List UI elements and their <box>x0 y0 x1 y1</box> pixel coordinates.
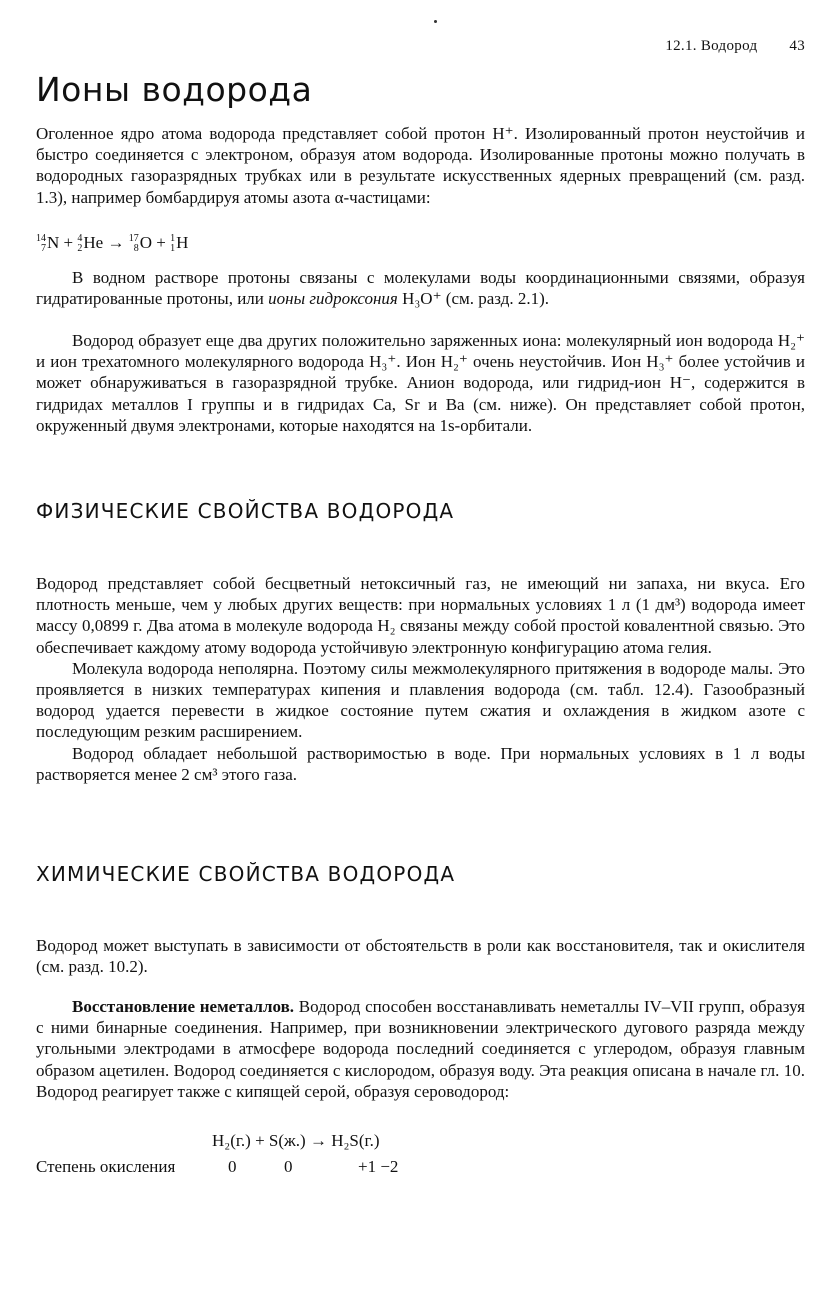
oxidation-h2s: +1 −2 <box>358 1157 399 1176</box>
oxidation-s: 0 <box>284 1157 293 1176</box>
scan-speck <box>434 20 437 23</box>
ions-paragraph: Водород образует еще два других положительно заряженных иона: молекулярный ион водорода H₂⁺ и ион трехатомного молекулярного водорода H₃⁺. Ион H₂⁺ очень неустойчив. Ион H₃⁺ более устойчив и может обнаруживаться в газоразрядной трубке. Анион водорода, или гидрид-ион H⁻, содержится в гидридах металлов I группы и в гидридах Ca, Sr и Ba (см. ниже). Он представляет собой протон, окруженный двумя электронами, которые находятся на 1s-орбитали. <box>36 331 805 435</box>
intro-paragraph <box>36 123 805 208</box>
phys-paragraph-1: Водород представляет собой бесцветный нетоксичный газ, не имеющий ни запаха, ни вкуса. Его плотность меньше, чем у любых других веществ: при нормальных условиях 1 л (1 дм³) водорода имеет массу 0,0899 г. Два атома в молекуле водорода H₂ связаны между собой простой ковалентной связью. Это обеспечивает каждому атому водорода устойчивую электронную конфигурацию атома гелия. <box>36 574 805 657</box>
section-heading-chemical: ХИМИЧЕСКИЕ СВОЙСТВА ВОДОРОДА <box>36 862 456 886</box>
n-nuclide-numbers: 14 7 <box>36 233 46 255</box>
chem-paragraph-1: Водород может выступать в зависимости от обстоятельств в роли как восстановителя, так и окислителя (см. разд. 10.2). <box>36 936 805 977</box>
oxidation-state-label: Степень окисления <box>36 1157 176 1176</box>
physical-properties <box>36 573 805 785</box>
nuclear-equation: 14 7 N + 4 2 He → 17 8 O + 1 1 H <box>36 233 189 255</box>
running-head <box>665 38 805 55</box>
term-hydroxonium: ионы гидроксония <box>268 289 398 309</box>
page-number: 43 <box>789 38 805 54</box>
he-nuclide-numbers: 4 2 <box>77 233 83 255</box>
intro-text: Оголенное ядро атома водорода представляет собой протон H⁺. Изолированный протон неустойчив и быстро соединяется с электроном, образуя атом водорода. Изолированные протоны можно получать в водородных газоразрядных трубках или в результате искусственных ядерных превращений (см. разд. 1.3), например бомбардируя атомы азота α-частицами: <box>36 124 805 207</box>
run-in-heading: Восстановление неметаллов. <box>72 997 295 1016</box>
oxidation-h2: 0 <box>228 1157 237 1176</box>
o-symbol: O <box>139 233 152 252</box>
section-heading-physical: ФИЗИЧЕСКИЕ СВОЙСТВА ВОДОРОДА <box>36 499 455 523</box>
he-symbol: He <box>83 233 104 252</box>
h-symbol: H <box>176 233 189 252</box>
phys-paragraph-2: Молекула водорода неполярна. Поэтому силы межмолекулярного притяжения в водороде малы. Это проявляется в низких температурах кипения и плавления водорода (см. табл. 12.4). Газообразный водород удается перевести в жидкое состояние путем сжатия и охлаждения в жидком азоте с последующим резким расширением. <box>36 658 805 742</box>
h-nuclide-numbers: 1 1 <box>170 233 176 255</box>
reaction-equation: H₂(г.) + S(ж.) → H₂S(г.) <box>212 1131 380 1150</box>
chem-paragraph-2: Восстановление неметаллов. Водород способен восстанавливать неметаллы IV–VII групп, образуя с ними бинарные соединения. Например, при возникновении электрического дугового разряда между угольными электродами в атмосфере водорода последний соединяется с углеродом, образуя главным образом ацетилен. Водород соединяется с кислородом, образуя воду. Эта реакция описана в начале гл. 10. Водород реагирует также с кипящей серой, образуя сероводород: <box>36 997 805 1101</box>
running-head-section: 12.1. Водород <box>665 38 758 54</box>
page-title: Ионы водорода <box>36 70 313 109</box>
phys-paragraph-3: Водород обладает небольшой растворимостью в воде. При нормальных условиях в 1 л воды растворяется менее 2 см³ этого газа. <box>36 743 805 784</box>
n-symbol: N <box>47 233 60 252</box>
o-nuclide-numbers: 17 8 <box>128 233 139 255</box>
hydroxonium-paragraph: В водном растворе протоны связаны с молекулами воды координационными связями, образуя гидратированные протоны, или ионы гидроксония H₃O⁺ (см. разд. 2.1). <box>36 268 805 309</box>
